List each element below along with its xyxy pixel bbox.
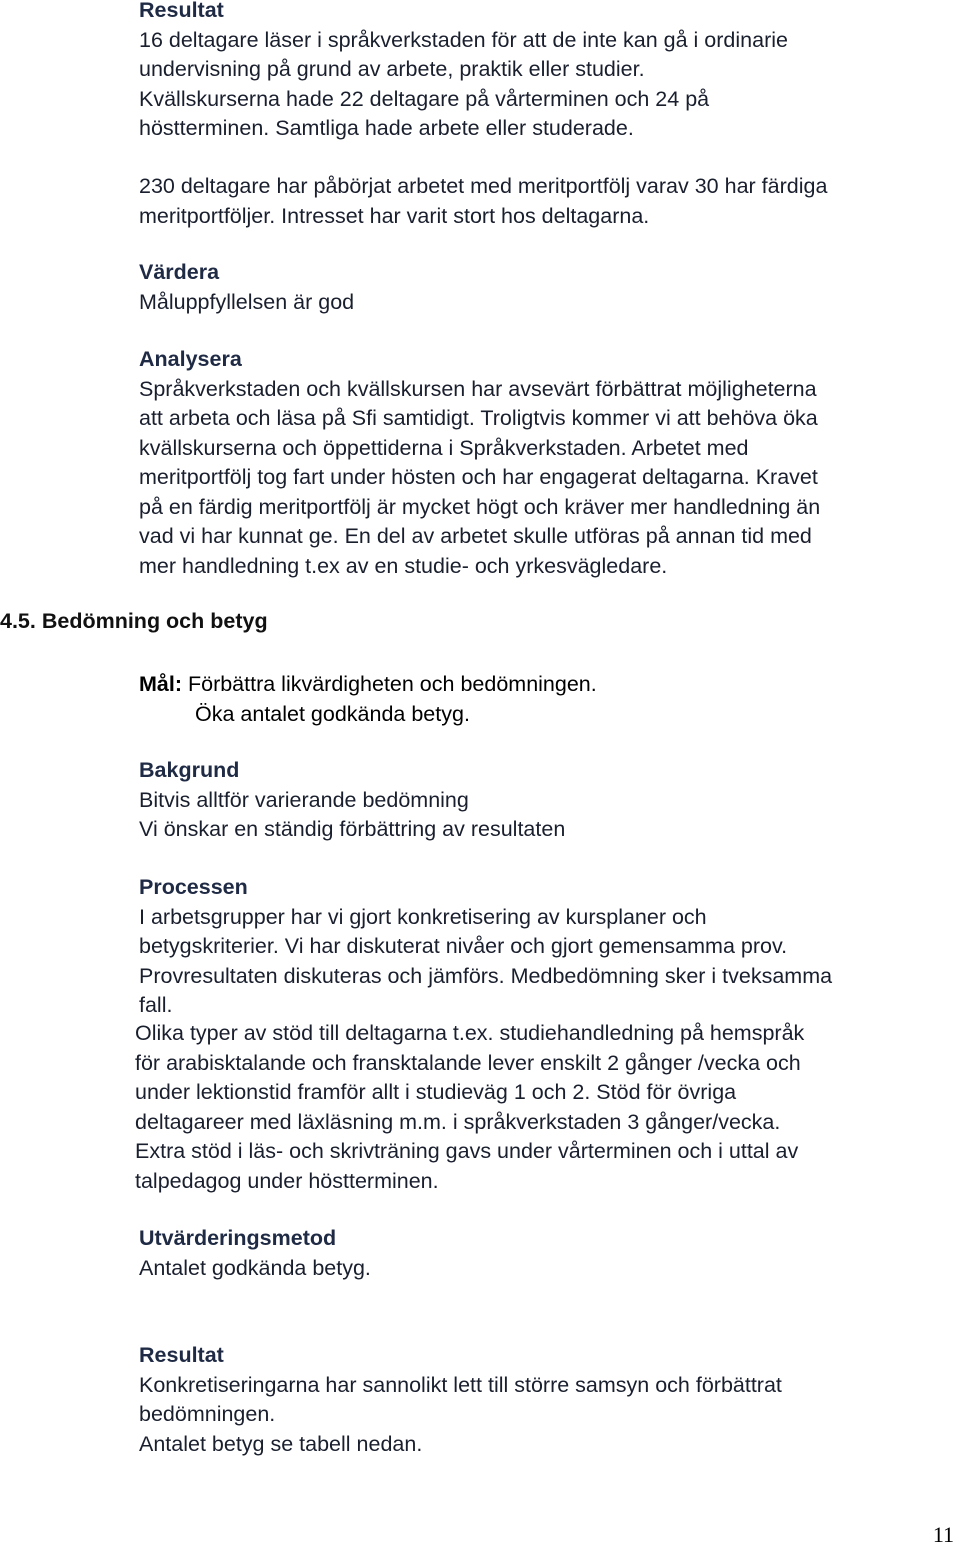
paragraph-line: Provresultaten diskuteras och jämförs. Medbedömning sker i tveksamma xyxy=(139,963,833,988)
vardera-heading: Värdera xyxy=(139,260,220,284)
paragraph-line: 230 deltagare har påbörjat arbetet med meritportfölj varav 30 har färdiga xyxy=(139,174,828,198)
paragraph-line: I arbetsgrupper har vi gjort konkretisering av kursplaner och xyxy=(139,904,707,929)
bakgrund-heading: Bakgrund xyxy=(139,758,240,782)
paragraph-line: kvällskurserna och öppettiderna i Språkverkstaden. Arbetet med xyxy=(139,435,749,460)
paragraph-line: vad vi har kunnat ge. En del av arbetet skulle utföras på annan tid med xyxy=(139,524,812,548)
resultat-paragraph-2 xyxy=(139,172,827,231)
analysera-section xyxy=(139,345,820,581)
paragraph-line: talpedagog under höstterminen. xyxy=(135,1168,439,1193)
paragraph-line: att arbeta och läsa på Sfi samtidigt. Troligtvis kommer vi att behöva öka xyxy=(139,406,818,430)
paragraph-line: Extra stöd i läs- och skrivträning gavs under vårterminen och i uttal av xyxy=(135,1139,799,1163)
paragraph-line: deltagareer med läxläsning m.m. i språkverkstaden 3 gånger/vecka. xyxy=(135,1109,781,1134)
processen-paragraph-2 xyxy=(135,1019,804,1196)
goal-block xyxy=(139,669,597,729)
paragraph-line: Olika typer av stöd till deltagarna t.ex. studiehandledning på hemspråk xyxy=(135,1021,805,1045)
processen-section xyxy=(139,873,832,1021)
paragraph-line: fall. xyxy=(139,993,173,1017)
resultat-heading: Resultat xyxy=(139,0,224,22)
utvarderingsmetod-section xyxy=(139,1224,371,1283)
goal-label: Mål: xyxy=(139,672,182,696)
resultat-heading: Resultat xyxy=(139,1343,224,1367)
resultat-section-2 xyxy=(139,1341,782,1459)
paragraph-line: på en färdig meritportfölj är mycket högt och kräver mer handledning än xyxy=(139,494,821,519)
paragraph-line: under lektionstid framför allt i studieväg 1 och 2. Stöd för övriga xyxy=(135,1080,737,1104)
paragraph-line: Kvällskurserna hade 22 deltagare på vårterminen och 24 på xyxy=(139,86,710,111)
paragraph-line: 16 deltagare läser i språkverkstaden för att de inte kan gå i ordinarie xyxy=(139,27,788,52)
goal-line-2: Öka antalet godkända betyg. xyxy=(195,702,470,726)
processen-heading: Processen xyxy=(139,875,248,899)
paragraph-line: Vi önskar en ständig förbättring av resultaten xyxy=(139,817,566,841)
paragraph-line: Bitvis alltför varierande bedömning xyxy=(139,787,469,812)
paragraph-line: betygskriterier. Vi har diskuterat nivåer och gjort gemensamma prov. xyxy=(139,934,788,958)
goal-line-1: Förbättra likvärdigheten och bedömningen. xyxy=(182,672,597,696)
vardera-text: Måluppfyllelsen är god xyxy=(139,289,355,314)
paragraph-line: Språkverkstaden och kvällskursen har avsevärt förbättrat möjligheterna xyxy=(139,376,817,401)
paragraph-line: undervisning på grund av arbete, praktik eller studier. xyxy=(139,57,645,81)
paragraph-line: bedömningen. xyxy=(139,1402,276,1426)
analysera-heading: Analysera xyxy=(139,347,242,371)
vardera-section xyxy=(139,258,354,317)
paragraph-line: meritportfölj tog fart under hösten och har engagerat deltagarna. Kravet xyxy=(139,465,818,489)
utvarderingsmetod-text: Antalet godkända betyg. xyxy=(139,1255,371,1280)
paragraph-line: höstterminen. Samtliga hade arbete eller studerade. xyxy=(139,116,634,140)
paragraph-line: meritportföljer. Intresset har varit stort hos deltagarna. xyxy=(139,203,650,228)
paragraph-line: Konkretiseringarna har sannolikt lett till större samsyn och förbättrat xyxy=(139,1372,782,1397)
page-number: 11 xyxy=(932,1522,954,1547)
resultat-section-1 xyxy=(139,0,788,144)
paragraph-line: mer handledning t.ex av en studie- och yrkesvägledare. xyxy=(139,553,668,578)
section-title: 4.5. Bedömning och betyg xyxy=(0,609,268,633)
utvarderingsmetod-heading: Utvärderingsmetod xyxy=(139,1226,337,1250)
paragraph-line: Antalet betyg se tabell nedan. xyxy=(139,1431,423,1456)
bakgrund-section xyxy=(139,756,565,845)
paragraph-line: för arabisktalande och fransktalande lever enskilt 2 gånger /vecka och xyxy=(135,1050,801,1075)
